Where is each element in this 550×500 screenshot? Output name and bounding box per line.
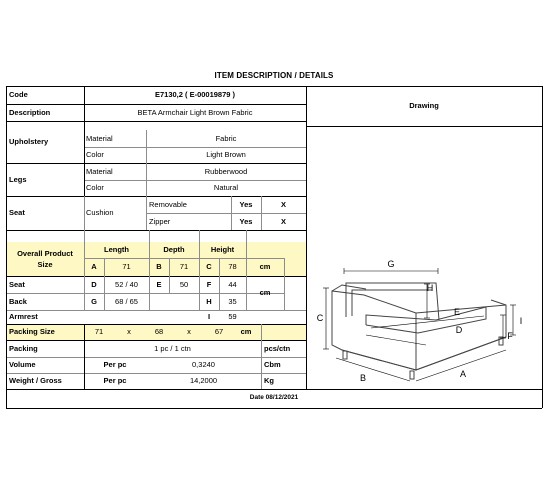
back-unit: cm bbox=[259, 288, 271, 298]
removable-x: X bbox=[280, 199, 286, 209]
dim-i-letter: I bbox=[207, 312, 211, 322]
upholstery-label: Upholstery bbox=[9, 137, 49, 147]
code-value: E7130,2 ( E-00019879 ) bbox=[154, 90, 236, 100]
legs-color-value: Natural bbox=[213, 183, 239, 193]
dim-a-letter: A bbox=[91, 262, 97, 272]
packing-unit: pcs/ctn bbox=[264, 343, 291, 353]
volume-unit: Cbm bbox=[264, 360, 281, 370]
removable-yes: Yes bbox=[239, 199, 253, 209]
drawing-letter-b: B bbox=[359, 373, 367, 383]
packing-size-x2: x bbox=[187, 327, 191, 337]
drawing-letter-i: I bbox=[519, 316, 523, 326]
dim-b-value: 71 bbox=[179, 262, 189, 272]
length-header: Length bbox=[104, 245, 129, 255]
code-label: Code bbox=[9, 90, 28, 100]
packing-value: 1 pc / 1 ctn bbox=[154, 343, 191, 353]
volume-value: 0,3240 bbox=[192, 360, 215, 370]
item-spec-sheet bbox=[6, 65, 542, 415]
dim-e-letter: E bbox=[156, 279, 162, 289]
dim-a-value: 71 bbox=[122, 262, 131, 272]
dim-i-value: 59 bbox=[228, 312, 237, 322]
dim-c-value: 78 bbox=[228, 262, 237, 272]
dim-h-letter: H bbox=[206, 296, 212, 306]
drawing-label: Drawing bbox=[409, 101, 439, 111]
removable-label: Removable bbox=[149, 199, 187, 209]
weight-per: Per pc bbox=[103, 376, 127, 386]
legs-material-label: Material bbox=[86, 166, 113, 176]
zipper-yes: Yes bbox=[239, 216, 253, 226]
drawing-letter-h: H bbox=[426, 283, 434, 293]
description-value: BETA Armchair Light Brown Fabric bbox=[137, 107, 253, 117]
legs-material-value: Rubberwood bbox=[204, 166, 248, 176]
dim-g-value: 68 / 65 bbox=[115, 296, 138, 306]
weight-label: Weight / Gross bbox=[9, 376, 62, 386]
legs-color-label: Color bbox=[86, 183, 104, 193]
back-dims-label: Back bbox=[9, 296, 27, 306]
packing-size-x1: x bbox=[127, 327, 131, 337]
dim-h-value: 35 bbox=[228, 296, 237, 306]
seat-dims-label: Seat bbox=[9, 279, 25, 289]
description-label: Description bbox=[9, 107, 51, 117]
drawing-letter-d: D bbox=[455, 325, 463, 335]
drawing-letter-f: F bbox=[507, 331, 513, 341]
upholstery-material-label: Material bbox=[86, 133, 113, 143]
dim-g-letter: G bbox=[91, 296, 97, 306]
drawing-letter-g: G bbox=[387, 259, 395, 269]
legs-label: Legs bbox=[9, 174, 27, 184]
drawing-letter-c: C bbox=[316, 313, 324, 323]
armrest-label: Armrest bbox=[9, 312, 38, 322]
overall-size-label bbox=[6, 242, 84, 276]
overall-size-label-line2: Size bbox=[37, 259, 53, 269]
weight-value: 14,2000 bbox=[189, 376, 218, 386]
drawing-letter-a: A bbox=[459, 369, 467, 379]
dim-f-letter: F bbox=[206, 279, 212, 289]
zipper-label: Zipper bbox=[149, 216, 171, 226]
dim-c-letter: C bbox=[206, 262, 212, 272]
armchair-sketch bbox=[306, 175, 542, 415]
date-footer: Date 08/12/2021 bbox=[249, 394, 299, 402]
height-header: Height bbox=[210, 245, 235, 255]
upholstery-color-value: Light Brown bbox=[206, 150, 246, 160]
armchair-drawing bbox=[306, 175, 542, 415]
dim-f-value: 44 bbox=[228, 279, 237, 289]
packing-size-v1: 71 bbox=[94, 327, 104, 337]
packing-label: Packing bbox=[9, 343, 38, 353]
weight-unit: Kg bbox=[264, 376, 274, 386]
packing-size-v3: 67 bbox=[214, 327, 224, 337]
dim-b-letter: B bbox=[156, 262, 162, 272]
dim-d-value: 52 / 40 bbox=[115, 279, 138, 289]
packing-size-unit: cm bbox=[240, 327, 252, 337]
drawing-letter-e: E bbox=[453, 307, 461, 317]
volume-label: Volume bbox=[9, 360, 36, 370]
upholstery-material-value: Fabric bbox=[215, 133, 237, 143]
packing-size-label: Packing Size bbox=[9, 327, 55, 337]
depth-header: Depth bbox=[163, 245, 185, 255]
upholstery-color-label: Color bbox=[86, 150, 104, 160]
dim-e-value: 50 bbox=[179, 279, 189, 289]
volume-per: Per pc bbox=[103, 360, 127, 370]
overall-unit: cm bbox=[259, 262, 271, 272]
sheet-title: ITEM DESCRIPTION / DETAILS bbox=[214, 71, 334, 80]
zipper-x: X bbox=[280, 216, 286, 226]
dim-d-letter: D bbox=[91, 279, 97, 289]
seat-cushion: Cushion bbox=[86, 208, 114, 218]
overall-size-label-line1: Overall Product bbox=[17, 249, 73, 258]
packing-size-v2: 68 bbox=[154, 327, 164, 337]
seat-label: Seat bbox=[9, 208, 25, 218]
